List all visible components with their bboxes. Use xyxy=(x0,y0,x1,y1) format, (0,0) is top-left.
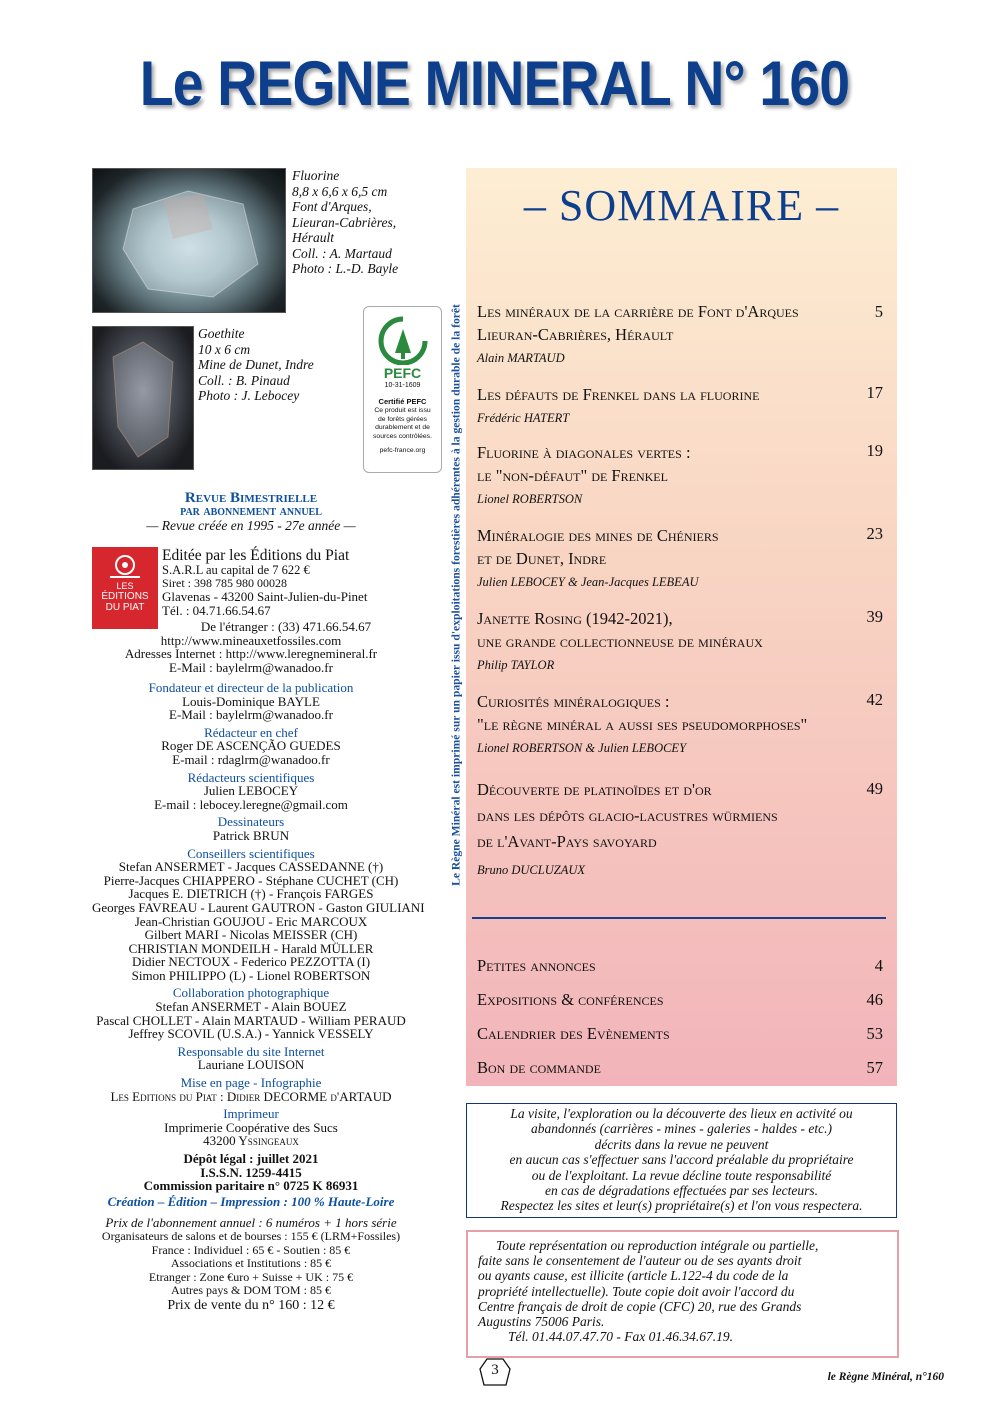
toc-page: 5 xyxy=(874,302,883,321)
pefc-label: PEFC xyxy=(383,365,422,381)
notice-line: Toute représentation ou reproduction intégrale ou partielle, xyxy=(496,1238,819,1253)
sommaire-title: – SOMMAIRE – xyxy=(523,181,840,230)
staff-line: Jean-Christian GOUJOU - Eric MARCOUX xyxy=(134,913,368,929)
staff-line: CHRISTIAN MONDEILH - Harald MÜLLER xyxy=(128,940,374,956)
toc-title-line: et de Dunet, Indre xyxy=(477,549,607,568)
toc-page: 19 xyxy=(866,441,883,460)
notice-line: en cas de dégradations effectuées par ses lecteurs. xyxy=(545,1183,818,1199)
notice-line: Tél. 01.44.07.47.70 - Fax 01.46.34.67.19. xyxy=(508,1329,733,1345)
toc-rubrique[interactable] xyxy=(477,990,883,1010)
legal-issn: I.S.S.N. 1259-4415 xyxy=(200,1164,302,1180)
publisher-web2[interactable]: Adresses Internet : http://www.leregnemineral.fr xyxy=(124,646,378,662)
toc-title-line: Janette Rosing (1942-2021), xyxy=(477,609,673,628)
toc-author: Frédéric HATERT xyxy=(477,411,570,425)
staff-line: Georges FAVREAU - Laurent GAUTRON - Gaston GIULIANI xyxy=(92,899,425,915)
staff-line: Gilbert MARI - Nicolas MEISSER (CH) xyxy=(144,927,358,943)
footer-journal: le Règne Minéral, n°160 xyxy=(827,1371,944,1383)
staff-line: Lauriane LOUISON xyxy=(197,1057,305,1073)
toc-article[interactable] xyxy=(477,607,883,673)
toc-article[interactable] xyxy=(477,777,883,878)
staff-line: Didier NECTOUX - Federico PEZZOTTA (I) xyxy=(131,954,371,970)
masthead-title: Le REGNE MINERAL N° 160 xyxy=(139,49,850,119)
toc-title-line: Les minéraux de la carrière de Font d'Arques xyxy=(477,302,799,321)
rubrique-label: Expositions & conférences xyxy=(477,990,664,1009)
rubrique-label: Calendrier des Evènements xyxy=(477,1024,670,1043)
editions-du-piat-logo xyxy=(92,547,158,629)
caption-line: Hérault xyxy=(292,230,334,245)
rubrique-page: 53 xyxy=(866,1024,883,1043)
notice-line: La visite, l'exploration ou la découverte des lieux en activité ou xyxy=(510,1106,853,1121)
caption-line: Mine de Dunet, Indre xyxy=(198,357,314,372)
toc-page: 49 xyxy=(866,779,883,798)
toc-article[interactable] xyxy=(477,383,883,426)
staff-role: Fondateur et directeur de la publication xyxy=(148,680,354,695)
site-access-notice xyxy=(466,1103,897,1218)
staff-role: Conseillers scientifiques xyxy=(187,845,315,861)
goethite-photo xyxy=(92,326,194,470)
pefc-text-line: durablement et de xyxy=(375,424,430,431)
notice-line: propriété intellectuelle). Toute copie doit avoir l'accord du xyxy=(478,1283,795,1299)
toc-title-line: Lieuran-Cabrières, Hérault xyxy=(477,325,674,344)
toc-title-line: le "non-défaut" de Frenkel xyxy=(477,466,668,485)
notice-line: faite sans le consentement de l'auteur ou de ses ayants droit xyxy=(478,1253,802,1269)
staff-line: E-Mail : baylelrm@wanadoo.fr xyxy=(169,707,333,723)
pefc-url: pefc-france.org xyxy=(379,447,426,454)
vertical-note-text: Le Règne Minéral est imprimé sur un papier issu d'exploitations forestières adhérentes à la gestion durable de la forêt xyxy=(449,304,462,886)
pefc-logo xyxy=(363,306,442,473)
staff-role: Responsable du site Internet xyxy=(177,1043,325,1059)
staff-line: 43200 Yssingeaux xyxy=(203,1133,299,1149)
notice-line: abandonnés (carrières - mines - galeries - haldes - etc.) xyxy=(531,1121,832,1137)
staff-line: Les Editions du Piat : Didier DECORME d'ARTAUD xyxy=(110,1088,392,1104)
copyright-notice xyxy=(466,1230,899,1358)
publisher-contacts xyxy=(92,620,410,674)
staff-role: Collaboration photographique xyxy=(172,985,330,1001)
publisher-tel-foreign: De l'étranger : (33) 471.66.54.67 xyxy=(200,619,372,634)
toc-author: Lionel ROBERTSON xyxy=(477,492,583,506)
toc-author: Philip TAYLOR xyxy=(477,658,555,672)
pefc-tree-icon xyxy=(373,315,433,365)
pefc-text-line: Ce produit est issu xyxy=(374,407,431,414)
toc-title-line: une grande collectionneuse de minéraux xyxy=(477,632,763,651)
fluorine-caption xyxy=(292,168,398,277)
toc-article[interactable] xyxy=(477,690,883,756)
price-line: Associations et Institutions : 85 € xyxy=(170,1256,332,1271)
toc-title-line: Curiosités minéralogiques : xyxy=(477,692,670,711)
pefc-certified: Certifié PEFC xyxy=(378,397,427,406)
caption-line: Lieuran-Cabrières, xyxy=(292,214,397,230)
toc-rubrique[interactable] xyxy=(477,1058,883,1078)
staff-line: Jacques E. DIETRICH (†) - François FARGES xyxy=(128,886,374,902)
staff-line: Jeffrey SCOVIL (U.S.A.) - Yannick VESSELY xyxy=(128,1026,374,1042)
staff-line: Pierre-Jacques CHIAPPERO - Stéphane CUCHET (CH) xyxy=(103,872,399,888)
caption-line: Coll. : A. Martaud xyxy=(292,245,392,261)
toc-page: 42 xyxy=(866,690,883,709)
rubrique-page: 46 xyxy=(866,990,883,1009)
staff-line: Simon PHILIPPO (L) - Lionel ROBERTSON xyxy=(131,967,371,983)
notice-line: ou ayants cause, est illicite (article L.122-4 du code de la xyxy=(478,1268,789,1284)
notice-line: Augustins 75006 Paris. xyxy=(478,1314,605,1330)
staff-line: Roger DE ASCENÇÃO GUEDES xyxy=(161,738,341,754)
notice-line: en aucun cas s'effectuer sans l'accord préalable du propriétaire xyxy=(509,1152,854,1168)
rubrique-label: Bon de commande xyxy=(477,1058,601,1077)
publisher-tel: Tél. : 04.71.66.54.67 xyxy=(162,603,271,618)
toc-title-line: dans les dépôts glacio-lacustres würmiens xyxy=(477,806,778,825)
toc-title-line: "le règne minéral a aussi ses pseudomorphoses" xyxy=(477,715,808,734)
publisher-sarl: S.A.R.L au capital de 7 622 € xyxy=(162,563,310,577)
staff-line: Julien LEBOCEY xyxy=(203,783,299,799)
toc-rubrique[interactable] xyxy=(477,956,883,976)
toc-title-line: Minéralogie des mines de Chéniers xyxy=(477,526,719,545)
rubrique-page: 57 xyxy=(866,1058,883,1077)
rubrique-label: Petites annonces xyxy=(477,956,596,975)
price-line: Organisateurs de salons et de bourses : 155 € (LRM+Fossiles) xyxy=(101,1228,401,1243)
legal-commission: Commission paritaire n° 0725 K 86931 xyxy=(143,1178,359,1194)
revue-heading xyxy=(92,491,410,533)
toc-article[interactable] xyxy=(477,524,883,590)
staff-line: E-mail : lebocey.leregne@gmail.com xyxy=(154,796,348,812)
price-line: France : Individuel : 65 € - Soutien : 85 € xyxy=(151,1242,351,1257)
staff-role: Imprimeur xyxy=(223,1106,279,1122)
staff-line: Patrick BRUN xyxy=(212,827,290,843)
flower-icon xyxy=(92,547,158,581)
toc-author: Alain MARTAUD xyxy=(477,351,565,365)
staff-role: Mise en page - Infographie xyxy=(180,1075,322,1091)
staff-role: Rédacteur en chef xyxy=(204,724,298,740)
staff-line: Stefan ANSERMET - Jacques CASSEDANNE (†) xyxy=(118,859,384,875)
vertical-paper-note xyxy=(447,255,464,935)
caption-line: 8,8 x 6,6 x 6,5 cm xyxy=(292,183,388,199)
toc-divider xyxy=(472,917,886,919)
fluorine-crystal-shape xyxy=(93,169,285,312)
caption-line: Coll. : B. Pinaud xyxy=(198,372,290,388)
logo-line: ÉDITIONS xyxy=(101,591,149,602)
staff-line: Pascal CHOLLET - Alain MARTAUD - William PERAUD xyxy=(96,1012,406,1028)
toc-author: Bruno DUCLUZAUX xyxy=(477,863,585,877)
notice-line: Centre français de droit de copie (CFC) 20, rue des Grands xyxy=(478,1298,802,1314)
price-line: Prix de l'abonnement annuel : 6 numéros + 1 hors série xyxy=(105,1215,397,1231)
staff-block xyxy=(92,680,425,1314)
logo-line: DU PIAT xyxy=(105,602,145,613)
rubrique-page: 4 xyxy=(874,956,883,975)
fluorine-photo xyxy=(92,168,286,313)
toc-rubrique[interactable] xyxy=(477,1024,883,1044)
price-line: Autres pays & DOM TOM : 85 € xyxy=(171,1283,331,1298)
staff-role: Dessinateurs xyxy=(217,814,285,830)
price-line: Prix de vente du n° 160 : 12 € xyxy=(167,1297,335,1313)
toc-author: Lionel ROBERTSON & Julien LEBOCEY xyxy=(477,741,687,755)
publisher-block xyxy=(162,548,412,618)
notice-line: Respectez les sites et leur(s) propriétaire(s) et l'on vous respectera. xyxy=(500,1198,863,1214)
revue-title: Revue Bimestrielle xyxy=(184,490,318,506)
toc-page: 17 xyxy=(866,383,883,402)
publisher-siret: Siret : 398 785 980 00028 xyxy=(162,576,287,590)
pefc-code: 10-31-1609 xyxy=(384,382,421,389)
staff-role: Rédacteurs scientifiques xyxy=(187,769,315,785)
caption-line: Photo : J. Lebocey xyxy=(198,388,300,403)
goethite-crystal-shape xyxy=(93,327,193,469)
page-number-badge xyxy=(478,1357,512,1389)
toc-article[interactable] xyxy=(477,300,883,366)
notice-line: ou de l'exploitant. La revue décline toute responsabilité xyxy=(531,1167,832,1183)
legal-depot: Dépôt légal : juillet 2021 xyxy=(183,1151,319,1166)
legal-creation: Création – Édition – Impression : 100 % Haute-Loire xyxy=(107,1193,395,1209)
staff-line: Imprimerie Coopérative des Sucs xyxy=(164,1119,338,1135)
toc-title-line: de l'Avant-Pays savoyard xyxy=(477,832,657,851)
toc-title-line: Fluorine à diagonales vertes : xyxy=(477,443,691,462)
toc-article[interactable] xyxy=(477,441,883,507)
staff-line: E-mail : rdaglrm@wanadoo.fr xyxy=(172,751,330,767)
toc-author: Julien LEBOCEY & Jean-Jacques LEBEAU xyxy=(477,575,699,589)
publisher-email[interactable]: E-Mail : baylelrm@wanadoo.fr xyxy=(169,659,333,675)
staff-line: Louis-Dominique BAYLE xyxy=(182,693,320,709)
price-line: Etranger : Zone €uro + Suisse + UK : 75 € xyxy=(148,1269,354,1284)
pefc-text-line: de forêts gérées xyxy=(377,415,428,423)
revue-created: — Revue créée en 1995 - 27e année — xyxy=(146,518,356,533)
revue-subtitle: par abonnement annuel xyxy=(180,504,322,519)
caption-line: Goethite xyxy=(198,326,245,341)
logo-line: LES xyxy=(116,581,134,591)
pefc-text-line: sources contrôlées. xyxy=(373,432,432,440)
caption-line: Font d'Arques, xyxy=(292,199,372,214)
publisher-address: Glavenas - 43200 Saint-Julien-du-Pinet xyxy=(162,589,368,604)
page-number: 3 xyxy=(491,1362,499,1378)
toc-page: 23 xyxy=(866,524,883,543)
goethite-caption xyxy=(198,326,314,404)
toc-title-line: Découverte de platinoïdes et d'or xyxy=(477,780,712,799)
notice-line: décrits dans la revue ne peuvent xyxy=(594,1136,769,1152)
publisher-web1[interactable]: http://www.mineauxetfossiles.com xyxy=(160,632,342,648)
caption-line: Photo : L.-D. Bayle xyxy=(292,261,399,276)
publisher-edited: Editée par les Éditions du Piat xyxy=(162,547,350,564)
toc-title-line: Les défauts de Frenkel dans la fluorine xyxy=(477,385,760,404)
toc-page: 39 xyxy=(866,607,883,626)
caption-line: Fluorine xyxy=(292,168,340,183)
staff-line: Stefan ANSERMET - Alain BOUEZ xyxy=(155,999,347,1015)
caption-line: 10 x 6 cm xyxy=(198,341,251,357)
